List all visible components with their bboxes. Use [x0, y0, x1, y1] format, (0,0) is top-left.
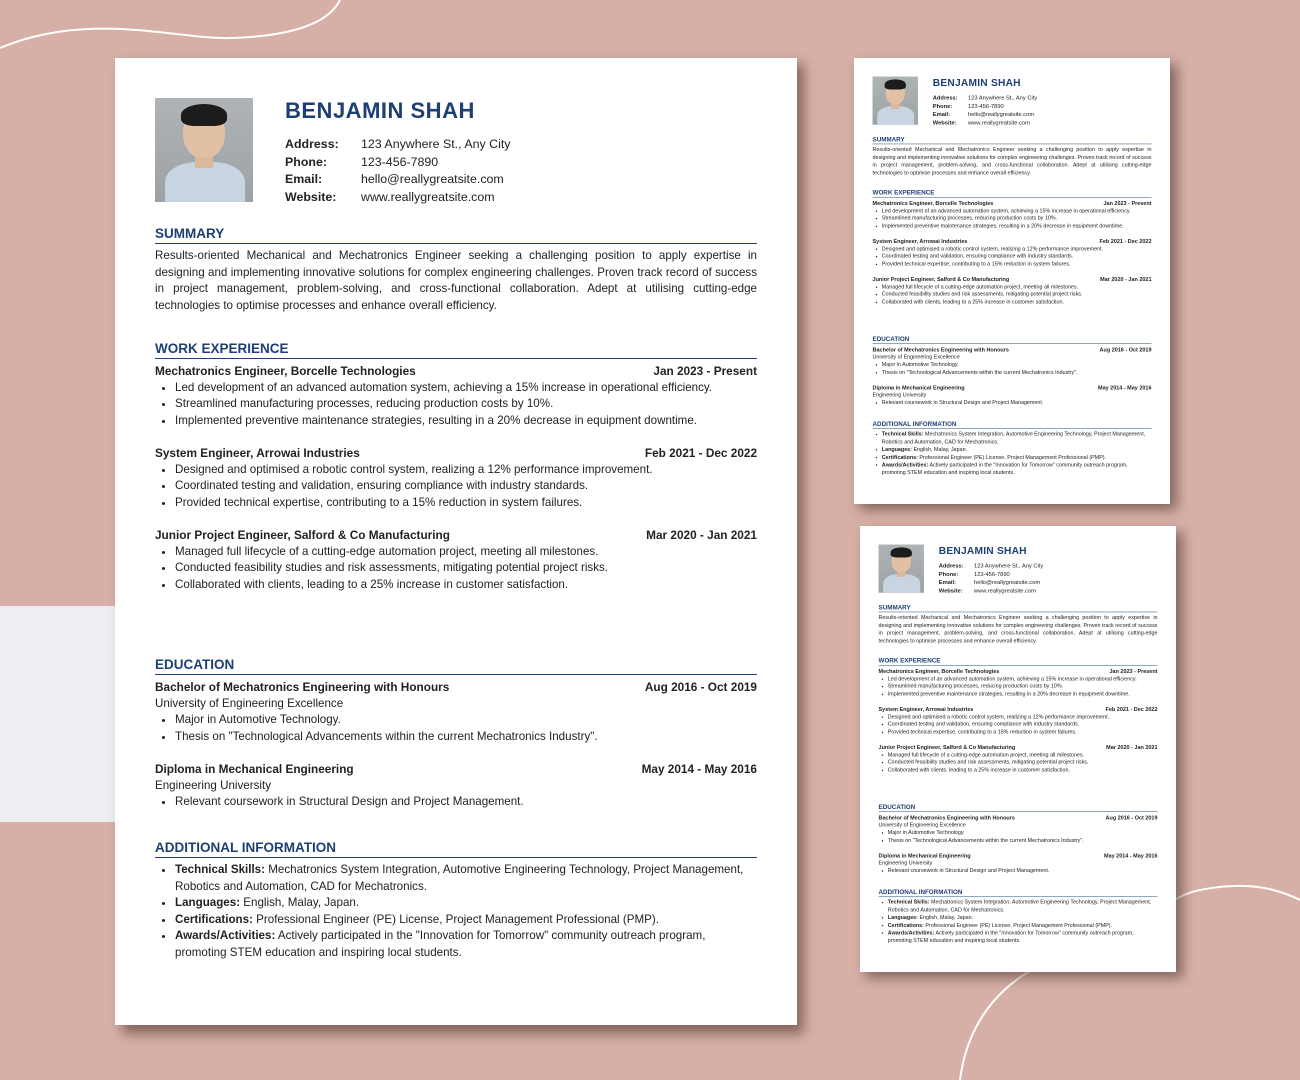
resume-main: [115, 58, 797, 1025]
job-bullet: • Provided technical expertise, contributing to a 15% reduction in system failures.: [888, 728, 1158, 736]
degree-dates: Aug 2016 - Oct 2019: [644, 680, 757, 694]
additional-information-section: [155, 840, 757, 961]
email-value: hello@reallygreatsite.com: [361, 172, 504, 186]
job-bullet: • Designed and optimised a robotic control system, realizing a 12% performance improvement.: [175, 462, 757, 479]
job-bullet: • Collaborated with clients, leading to a 25% increase in customer satisfaction.: [175, 577, 757, 594]
additional-item: [882, 461, 1152, 476]
technical-skills-value: Mechatronics System Integration, Automotive Engineering Technology, Project Management, Robotics and Automation, CAD for Mechatronics.: [175, 863, 744, 893]
degree-title: Diploma in Mechanical Engineering: [872, 384, 965, 391]
education-bullet: • Major in Automotive Technology.: [888, 829, 1158, 837]
education-entry: [155, 761, 757, 811]
job-entry: [879, 705, 1158, 736]
address-label: Address:: [932, 94, 958, 102]
additional-information-section: [879, 888, 1158, 944]
degree-dates: Aug 2016 - Oct 2019: [1099, 346, 1152, 353]
job-bullet: • Collaborated with clients, leading to a 25% increase in customer satisfaction.: [888, 766, 1158, 774]
awards-label: Awards/Activities:: [881, 461, 929, 468]
job-bullet: • Coordinated testing and validation, ensuring compliance with industry standards.: [175, 478, 757, 495]
languages-label: Languages:: [175, 896, 241, 909]
degree-dates: May 2014 - May 2016: [641, 762, 757, 776]
job-dates: Mar 2020 - Jan 2021: [1106, 743, 1158, 751]
profile-photo: [879, 545, 924, 593]
education-entry: [879, 852, 1158, 875]
job-bullet: • Led development of an advanced automation system, achieving a 15% increase in operational efficiency.: [175, 380, 757, 397]
certifications-value: Professional Engineer (PE) License, Project Management Professional (PMP).: [252, 912, 659, 926]
job-entry: [155, 445, 757, 511]
summary-text: Results-oriented Mechanical and Mechatronics Engineer seeking a challenging position to apply expertise in designing and implementing innovative solutions for complex engineering challenges. Proven track record of success in project management, problem-solving, and cross-functional collaboration. Adept at utilising cutting-edge technologies to optimise processes and enhance overall efficiency.: [872, 146, 1152, 176]
awards-label: Awards/Activities:: [175, 929, 276, 942]
summary-heading: SUMMARY: [155, 226, 757, 244]
address-label: Address:: [938, 562, 964, 570]
phone-label: Phone:: [932, 102, 953, 110]
email-label: Email:: [285, 172, 323, 186]
email-label: Email:: [938, 578, 957, 586]
additional-item: [882, 431, 1152, 446]
job-dates: Jan 2023 - Present: [653, 364, 757, 378]
technical-skills-value: Mechatronics System Integration, Automotive Engineering Technology, Project Management, Robotics and Automation, CAD for Mechatronics.: [881, 431, 1146, 445]
job-title: System Engineer, Arrowai Industries: [872, 237, 968, 245]
job-entry: [155, 527, 757, 593]
certifications-label: Certifications:: [887, 921, 924, 928]
email-label: Email:: [932, 110, 951, 118]
profile-photo: [873, 77, 918, 125]
job-bullet: • Coordinated testing and validation, ensuring compliance with industry standards.: [882, 253, 1152, 261]
awards-value: Actively participated in the "Innovation for Tomorrow" community outreach program, promoting STEM education and inspiring local students.: [175, 929, 706, 959]
website-label: Website:: [938, 586, 963, 594]
certifications-label: Certifications:: [175, 912, 253, 926]
additional-item: [882, 446, 1152, 454]
languages-label: Languages:: [881, 446, 912, 453]
job-dates: Jan 2023 - Present: [1103, 199, 1152, 207]
job-title: System Engineer, Arrowai Industries: [878, 705, 974, 713]
awards-value: Actively participated in the "Innovation for Tomorrow" community outreach program, promoting STEM education and inspiring local students.: [887, 929, 1134, 944]
education-entry: [873, 346, 1152, 377]
languages-value: English, Malay, Japan.: [911, 446, 968, 453]
education-bullet: • Thesis on "Technological Advancements within the current Mechatronics Industry".: [882, 369, 1152, 377]
work-experience-section: [879, 657, 1158, 774]
school-name: Engineering University: [155, 778, 271, 792]
job-title: Mechatronics Engineer, Borcelle Technologies: [878, 667, 1000, 675]
additional-item: [888, 929, 1158, 944]
education-bullet: • Thesis on "Technological Advancements within the current Mechatronics Industry".: [175, 729, 757, 746]
work-experience-section: [873, 189, 1152, 306]
job-bullet: • Provided technical expertise, contributing to a 15% reduction in system failures.: [882, 260, 1152, 268]
languages-value: English, Malay, Japan.: [917, 914, 974, 921]
job-bullet: • Implemented preventive maintenance strategies, resulting in a 20% decrease in equipment downtime.: [888, 690, 1158, 698]
technical-skills-value: Mechatronics System Integration, Automotive Engineering Technology, Project Management, Robotics and Automation, CAD for Mechatronics.: [887, 899, 1152, 913]
additional-item: [888, 899, 1158, 914]
job-entry: [879, 667, 1158, 698]
job-title: System Engineer, Arrowai Industries: [155, 446, 360, 460]
job-title: Junior Project Engineer, Salford & Co Manufacturing: [878, 743, 1016, 751]
job-bullet: • Led development of an advanced automation system, achieving a 15% increase in operational efficiency.: [888, 675, 1158, 683]
technical-skills-label: Technical Skills:: [175, 863, 265, 876]
job-bullet: • Streamlined manufacturing processes, reducing production costs by 10%.: [888, 683, 1158, 691]
job-bullet: • Collaborated with clients, leading to a 25% increase in customer satisfaction.: [882, 298, 1152, 306]
phone-value: 123-456-7890: [973, 570, 1010, 578]
summary-heading: SUMMARY: [879, 604, 1158, 612]
job-entry: [873, 199, 1152, 230]
job-bullet: • Designed and optimised a robotic control system, realizing a 12% performance improvement.: [882, 245, 1152, 253]
job-dates: Feb 2021 - Dec 2022: [1105, 705, 1158, 713]
work-experience-section: [155, 341, 757, 593]
education-entry: [155, 679, 757, 745]
job-bullet: • Managed full lifecycle of a cutting-edge automation project, meeting all milestones.: [882, 283, 1152, 291]
job-title: Mechatronics Engineer, Borcelle Technologies: [155, 364, 416, 378]
languages-label: Languages:: [887, 914, 918, 921]
additional-information-section: [873, 420, 1152, 476]
resume-content: [115, 58, 797, 1023]
website-value: www.reallygreatsite.com: [967, 118, 1030, 126]
education-bullet: • Thesis on "Technological Advancements within the current Mechatronics Industry".: [888, 837, 1158, 845]
degree-title: Bachelor of Mechatronics Engineering with Honours: [155, 680, 450, 694]
education-heading: EDUCATION: [879, 804, 1158, 812]
address-value: 123 Anywhere St., Any City: [973, 562, 1044, 570]
summary-section: [155, 226, 757, 314]
job-bullet: • Implemented preventive maintenance strategies, resulting in a 20% decrease in equipment downtime.: [175, 413, 757, 430]
education-bullet: • Relevant coursework in Structural Design and Project Management.: [888, 867, 1158, 875]
work-experience-heading: WORK EXPERIENCE: [873, 189, 1152, 197]
contact-details: [285, 136, 510, 206]
job-bullet: • Conducted feasibility studies and risk assessments, mitigating potential project risks.: [888, 759, 1158, 767]
job-title: Junior Project Engineer, Salford & Co Manufacturing: [872, 275, 1010, 283]
contact-details: [933, 94, 1037, 126]
school-name: Engineering University: [878, 859, 933, 866]
phone-value: 123-456-7890: [967, 102, 1004, 110]
profile-photo: [155, 98, 253, 202]
job-bullet: • Provided technical expertise, contributing to a 15% reduction in system failures.: [175, 495, 757, 512]
job-bullet: • Streamlined manufacturing processes, reducing production costs by 10%.: [175, 396, 757, 413]
summary-text: Results-oriented Mechanical and Mechatronics Engineer seeking a challenging position to apply expertise in designing and implementing innovative solutions for complex engineering challenges. Proven track record of success in project management, problem-solving, and cross-functional collaboration. Adept at utilising cutting-edge technologies to optimise processes and enhance overall efficiency.: [155, 249, 757, 312]
additional-item: [175, 895, 757, 912]
website-value: www.reallygreatsite.com: [361, 189, 495, 204]
education-section: [879, 804, 1158, 875]
address-value: 123 Anywhere St., Any City: [967, 94, 1038, 102]
job-entry: [873, 237, 1152, 268]
degree-dates: May 2014 - May 2016: [1104, 852, 1158, 859]
school-name: Engineering University: [872, 391, 927, 398]
work-experience-heading: WORK EXPERIENCE: [155, 341, 757, 359]
job-dates: Feb 2021 - Dec 2022: [644, 446, 757, 460]
summary-text: Results-oriented Mechanical and Mechatronics Engineer seeking a challenging position to apply expertise in designing and implementing innovative solutions for complex engineering challenges. Proven track record of success in project management, problem-solving, and cross-functional collaboration. Adept at utilising cutting-edge technologies to optimise processes and enhance overall efficiency.: [878, 614, 1158, 644]
job-dates: Feb 2021 - Dec 2022: [1099, 237, 1152, 245]
job-bullet: • Implemented preventive maintenance strategies, resulting in a 20% decrease in equipment downtime.: [882, 222, 1152, 230]
additional-item: [175, 928, 757, 961]
education-bullet: • Major in Automotive Technology.: [882, 361, 1152, 369]
phone-value: 123-456-7890: [361, 154, 439, 169]
degree-dates: Aug 2016 - Oct 2019: [1105, 814, 1158, 821]
work-experience-heading: WORK EXPERIENCE: [879, 657, 1158, 665]
address-label: Address:: [285, 137, 339, 151]
job-entry: [879, 743, 1158, 774]
degree-title: Bachelor of Mechatronics Engineering with Honours: [872, 346, 1009, 353]
phone-label: Phone:: [938, 570, 959, 578]
education-section: [155, 657, 757, 811]
job-bullet: • Conducted feasibility studies and risk assessments, mitigating potential project risks.: [882, 291, 1152, 299]
additional-item: [888, 914, 1158, 922]
contact-details: [939, 562, 1043, 594]
education-bullet: • Major in Automotive Technology.: [175, 712, 757, 729]
candidate-name: BENJAMIN SHAH: [285, 98, 475, 123]
education-bullet: • Relevant coursework in Structural Design and Project Management.: [882, 399, 1152, 407]
school-name: University of Engineering Excellence: [872, 353, 960, 360]
job-bullet: • Managed full lifecycle of a cutting-edge automation project, meeting all milestones.: [175, 544, 757, 561]
awards-label: Awards/Activities:: [887, 929, 935, 936]
job-dates: Mar 2020 - Jan 2021: [646, 528, 757, 542]
summary-heading: SUMMARY: [873, 136, 1152, 144]
job-bullet: • Streamlined manufacturing processes, reducing production costs by 10%.: [882, 215, 1152, 223]
resume-preview-1: [854, 58, 1170, 504]
job-entry: [155, 363, 757, 429]
school-name: University of Engineering Excellence: [155, 696, 344, 710]
candidate-name: BENJAMIN SHAH: [938, 544, 1027, 557]
job-title: Mechatronics Engineer, Borcelle Technologies: [872, 199, 994, 207]
education-bullet: • Relevant coursework in Structural Design and Project Management.: [175, 794, 757, 811]
additional-information-heading: ADDITIONAL INFORMATION: [879, 888, 1158, 896]
summary-section: [873, 136, 1152, 177]
job-title: Junior Project Engineer, Salford & Co Manufacturing: [155, 528, 450, 542]
candidate-name: BENJAMIN SHAH: [932, 76, 1021, 89]
school-name: University of Engineering Excellence: [878, 821, 966, 828]
job-bullet: • Led development of an advanced automation system, achieving a 15% increase in operational efficiency.: [882, 207, 1152, 215]
education-section: [873, 336, 1152, 407]
technical-skills-label: Technical Skills:: [887, 899, 930, 906]
certifications-value: Professional Engineer (PE) License, Project Management Professional (PMP).: [923, 921, 1113, 928]
additional-item: [175, 912, 757, 929]
additional-item: [175, 862, 757, 895]
degree-title: Diploma in Mechanical Engineering: [155, 762, 354, 776]
job-entry: [873, 275, 1152, 306]
job-dates: Mar 2020 - Jan 2021: [1100, 275, 1152, 283]
certifications-value: Professional Engineer (PE) License, Project Management Professional (PMP).: [917, 453, 1107, 460]
awards-value: Actively participated in the "Innovation for Tomorrow" community outreach program, promoting STEM education and inspiring local students.: [881, 461, 1128, 476]
resume-preview-2: [860, 526, 1176, 972]
job-dates: Jan 2023 - Present: [1109, 667, 1158, 675]
phone-label: Phone:: [285, 154, 327, 169]
education-entry: [873, 384, 1152, 407]
education-heading: EDUCATION: [155, 657, 757, 675]
job-bullet: • Conducted feasibility studies and risk assessments, mitigating potential project risks.: [175, 560, 757, 577]
email-value: hello@reallygreatsite.com: [973, 578, 1041, 586]
education-heading: EDUCATION: [873, 336, 1152, 344]
additional-information-heading: ADDITIONAL INFORMATION: [155, 840, 757, 858]
website-label: Website:: [285, 189, 337, 204]
resume-content-preview-2: [860, 526, 1176, 972]
job-bullet: • Designed and optimised a robotic control system, realizing a 12% performance improvement.: [888, 713, 1158, 721]
website-label: Website:: [932, 118, 957, 126]
degree-title: Diploma in Mechanical Engineering: [878, 852, 971, 859]
additional-item: [888, 922, 1158, 930]
job-bullet: • Coordinated testing and validation, ensuring compliance with industry standards.: [888, 721, 1158, 729]
degree-dates: May 2014 - May 2016: [1098, 384, 1152, 391]
additional-item: [882, 454, 1152, 462]
degree-title: Bachelor of Mechatronics Engineering with Honours: [878, 814, 1015, 821]
technical-skills-label: Technical Skills:: [881, 431, 924, 438]
additional-information-heading: ADDITIONAL INFORMATION: [873, 420, 1152, 428]
job-bullet: • Managed full lifecycle of a cutting-edge automation project, meeting all milestones.: [888, 751, 1158, 759]
address-value: 123 Anywhere St., Any City: [361, 137, 511, 151]
email-value: hello@reallygreatsite.com: [967, 110, 1035, 118]
certifications-label: Certifications:: [881, 453, 918, 460]
website-value: www.reallygreatsite.com: [973, 586, 1036, 594]
summary-section: [879, 604, 1158, 645]
education-entry: [879, 814, 1158, 845]
resume-content-preview-1: [854, 58, 1170, 504]
languages-value: English, Malay, Japan.: [240, 896, 360, 909]
